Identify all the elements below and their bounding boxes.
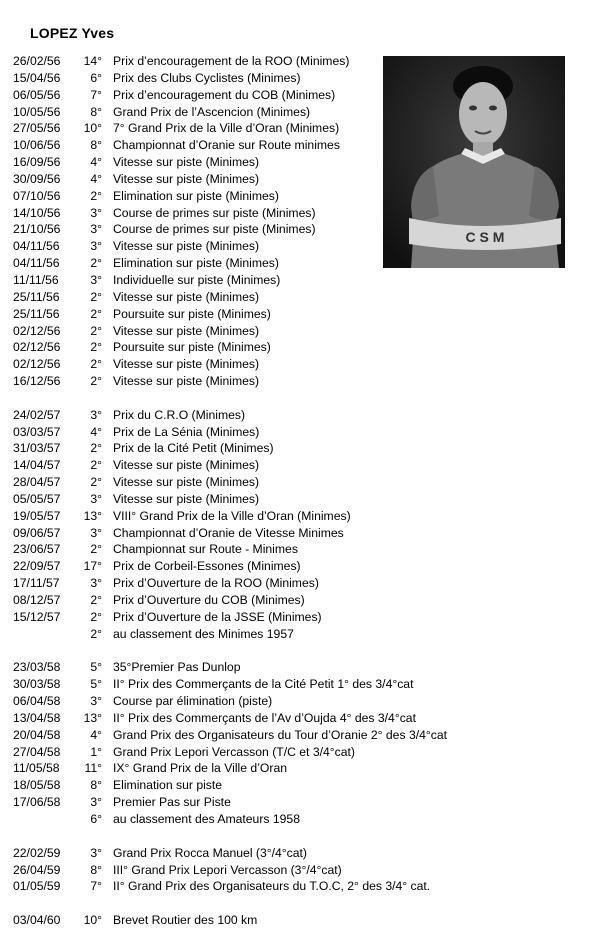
result-event: Course par élimination (piste) xyxy=(113,694,273,709)
result-row xyxy=(0,407,595,424)
result-place: 3° xyxy=(90,222,102,237)
result-date: 18/05/58 xyxy=(13,778,61,793)
result-event: Premier Pas sur Piste xyxy=(113,795,231,810)
section-gap xyxy=(0,828,595,845)
result-row xyxy=(0,541,595,558)
result-date: 28/04/57 xyxy=(13,475,61,490)
result-row xyxy=(0,845,595,862)
result-event: Individuelle sur piste (Minimes) xyxy=(113,272,281,287)
result-place: 6° xyxy=(90,811,102,826)
result-row xyxy=(0,710,595,727)
result-event: Vitesse sur piste (Minimes) xyxy=(113,475,260,490)
result-place: 4° xyxy=(90,155,102,170)
result-date: 13/04/58 xyxy=(13,710,61,725)
result-place: 2° xyxy=(90,626,102,641)
result-event: Elimination sur piste (Minimes) xyxy=(113,256,279,271)
result-date: 08/12/57 xyxy=(13,593,61,607)
result-place: 2° xyxy=(90,289,102,304)
result-event: Championnat d’Oranie de Vitesse Minimes xyxy=(113,525,344,540)
result-row xyxy=(0,609,595,626)
result-date: 23/03/58 xyxy=(13,660,61,675)
result-place: 7° xyxy=(90,87,102,102)
result-date: 26/04/59 xyxy=(13,862,61,877)
result-date: 10/05/56 xyxy=(13,104,61,119)
result-place: 14° xyxy=(83,54,102,68)
result-date: 17/11/57 xyxy=(13,576,60,591)
jersey-text: C S M xyxy=(465,229,505,245)
result-place: 4° xyxy=(90,727,102,742)
result-event: Grand Prix des Organisateurs du Tour d’Oranie 2° des 3/4°cat xyxy=(113,727,448,742)
result-place: 3° xyxy=(90,491,102,506)
section-gap xyxy=(0,390,595,407)
result-place: 3° xyxy=(90,407,102,422)
result-row xyxy=(0,339,595,356)
result-date: 16/12/56 xyxy=(13,374,61,389)
result-place: 2° xyxy=(90,188,102,203)
result-date: 27/04/58 xyxy=(13,744,61,759)
result-place: 2° xyxy=(90,357,102,372)
result-event: Prix de la Cité Petit (Minimes) xyxy=(113,441,274,456)
result-place: 2° xyxy=(90,323,102,338)
result-event: Grand Prix de l’Ascencion (Minimes) xyxy=(113,104,311,119)
result-event: II° Grand Prix des Organisateurs du T.O.C, 2° des 3/4° cat. xyxy=(113,879,431,894)
result-date: 02/12/56 xyxy=(13,323,61,338)
result-row xyxy=(0,491,595,508)
result-date: 27/05/56 xyxy=(13,121,61,136)
result-place: 2° xyxy=(90,374,102,389)
result-event: Vitesse sur piste (Minimes) xyxy=(113,323,260,338)
cyclist-photo xyxy=(383,56,565,268)
result-date: 19/05/57 xyxy=(13,508,61,523)
result-date: 31/03/57 xyxy=(13,441,61,456)
result-event: Prix des Clubs Cyclistes (Minimes) xyxy=(113,70,301,85)
result-row xyxy=(0,508,595,525)
result-place: 2° xyxy=(90,542,102,557)
result-row xyxy=(0,659,595,676)
result-date: 26/02/56 xyxy=(13,54,61,68)
result-event: VIII° Grand Prix de la Ville d’Oran (Minimes) xyxy=(113,508,351,523)
result-date: 25/11/56 xyxy=(13,289,60,304)
result-row xyxy=(0,626,595,643)
result-event: III° Grand Prix Lepori Vercasson (3°/4°cat) xyxy=(113,862,342,877)
result-date: 02/12/56 xyxy=(13,357,61,372)
result-date: 03/03/57 xyxy=(13,424,61,439)
result-date: 30/09/56 xyxy=(13,171,61,186)
result-place: 13° xyxy=(83,710,102,725)
result-date: 23/06/57 xyxy=(13,542,61,557)
result-place: 3° xyxy=(90,272,102,287)
result-event: II° Prix des Commerçants de l’Av d’Oujda 4° des 3/4°cat xyxy=(113,710,416,725)
result-row xyxy=(0,424,595,441)
page-title: LOPEZ Yves xyxy=(30,25,115,41)
result-place: 3° xyxy=(90,576,102,591)
result-date: 20/04/58 xyxy=(13,727,61,742)
result-row xyxy=(0,811,595,828)
result-row xyxy=(0,356,595,373)
result-place: 1° xyxy=(90,744,102,759)
result-date: 21/10/56 xyxy=(13,222,61,237)
result-date: 06/05/56 xyxy=(13,87,61,102)
result-row xyxy=(0,440,595,457)
result-place: 4° xyxy=(90,171,102,186)
result-event: Vitesse sur piste (Minimes) xyxy=(113,357,260,372)
result-event: 7° Grand Prix de la Ville d’Oran (Minimes) xyxy=(113,121,340,136)
result-row xyxy=(0,474,595,491)
result-event: Vitesse sur piste (Minimes) xyxy=(113,491,260,506)
cyclist-portrait-icon xyxy=(383,56,565,268)
result-event: IX° Grand Prix de la Ville d’Oran xyxy=(113,761,287,776)
result-event: Vitesse sur piste (Minimes) xyxy=(113,155,260,170)
result-place: 2° xyxy=(90,340,102,355)
result-event: Championnat d’Oranie sur Route minimes xyxy=(113,138,340,153)
result-date: 09/06/57 xyxy=(13,525,61,540)
result-date: 03/04/60 xyxy=(13,913,61,928)
result-place: 2° xyxy=(90,256,102,271)
result-event: Prix d’Ouverture de la JSSE (Minimes) xyxy=(113,609,322,624)
result-date: 04/11/56 xyxy=(13,239,60,254)
section-gap xyxy=(0,895,595,912)
result-place: 6° xyxy=(90,70,102,85)
result-row xyxy=(0,693,595,710)
section-gap xyxy=(0,643,595,660)
result-event: Prix d’Ouverture du COB (Minimes) xyxy=(113,593,305,607)
result-date: 05/05/57 xyxy=(13,491,61,506)
result-date: 07/10/56 xyxy=(13,188,61,203)
result-row xyxy=(0,306,595,323)
result-place: 3° xyxy=(90,845,102,860)
result-place: 8° xyxy=(90,862,102,877)
result-date: 24/02/57 xyxy=(13,407,61,422)
result-event: Elimination sur piste xyxy=(113,778,223,793)
result-event: Vitesse sur piste (Minimes) xyxy=(113,458,260,473)
result-event: Prix d’encouragement du COB (Minimes) xyxy=(113,87,336,102)
result-date: 02/12/56 xyxy=(13,340,61,355)
result-event: Vitesse sur piste (Minimes) xyxy=(113,171,260,186)
result-row xyxy=(0,912,595,929)
result-event: Poursuite sur piste (Minimes) xyxy=(113,306,271,321)
result-date: 01/05/59 xyxy=(13,879,61,894)
result-place: 2° xyxy=(90,458,102,473)
result-row xyxy=(0,592,595,609)
result-place: 7° xyxy=(90,879,102,894)
result-date: 06/04/58 xyxy=(13,694,61,709)
result-date: 10/06/56 xyxy=(13,138,61,153)
result-date: 22/02/59 xyxy=(13,845,61,860)
result-event: Vitesse sur piste (Minimes) xyxy=(113,374,260,389)
result-date: 04/11/56 xyxy=(13,256,60,271)
result-place: 2° xyxy=(90,441,102,456)
result-place: 10° xyxy=(83,121,102,136)
result-date: 17/06/58 xyxy=(13,795,61,810)
result-row xyxy=(0,272,595,289)
result-event: Prix de Corbeil-Essones (Minimes) xyxy=(113,559,301,574)
result-row xyxy=(0,744,595,761)
result-date: 30/03/58 xyxy=(13,677,61,692)
result-date: 16/09/56 xyxy=(13,155,61,170)
result-row xyxy=(0,373,595,390)
result-row xyxy=(0,525,595,542)
result-place: 5° xyxy=(90,677,102,692)
result-place: 3° xyxy=(90,205,102,220)
result-place: 11° xyxy=(84,761,102,776)
result-event: Prix d’encouragement de la ROO (Minimes) xyxy=(113,54,350,68)
result-date: 25/11/56 xyxy=(13,306,60,321)
result-event: Prix du C.R.O (Minimes) xyxy=(113,407,246,422)
result-row xyxy=(0,289,595,306)
result-row xyxy=(0,777,595,794)
result-place: 17° xyxy=(83,559,102,574)
result-date: 22/09/57 xyxy=(13,559,61,574)
result-place: 13° xyxy=(83,508,102,523)
result-place: 8° xyxy=(90,778,102,793)
result-row xyxy=(0,558,595,575)
result-event: au classement des Amateurs 1958 xyxy=(113,811,300,826)
result-row xyxy=(0,760,595,777)
result-event: Vitesse sur piste (Minimes) xyxy=(113,289,260,304)
result-event: 35°Premier Pas Dunlop xyxy=(113,660,241,675)
result-date: 11/05/58 xyxy=(13,761,60,776)
result-event: Grand Prix Rocca Manuel (3°/4°cat) xyxy=(113,845,307,860)
result-place: 8° xyxy=(90,104,102,119)
result-place: 5° xyxy=(90,660,102,675)
result-place: 3° xyxy=(90,795,102,810)
result-place: 3° xyxy=(90,694,102,709)
result-event: Elimination sur piste (Minimes) xyxy=(113,188,279,203)
result-date: 15/04/56 xyxy=(13,70,61,85)
result-row xyxy=(0,862,595,879)
result-event: Poursuite sur piste (Minimes) xyxy=(113,340,271,355)
result-event: Championnat sur Route - Minimes xyxy=(113,542,298,557)
result-event: Brevet Routier des 100 km xyxy=(113,913,258,928)
result-event: Course de primes sur piste (Minimes) xyxy=(113,222,316,237)
result-row xyxy=(0,575,595,592)
result-place: 2° xyxy=(90,593,102,607)
result-place: 3° xyxy=(90,239,102,254)
result-date: 14/04/57 xyxy=(13,458,61,473)
result-row xyxy=(0,794,595,811)
result-row xyxy=(0,457,595,474)
result-date: 15/12/57 xyxy=(13,609,61,624)
result-place: 4° xyxy=(90,424,102,439)
result-event: Prix de La Sénia (Minimes) xyxy=(113,424,260,439)
result-place: 2° xyxy=(90,306,102,321)
result-row xyxy=(0,727,595,744)
result-place: 2° xyxy=(90,609,102,624)
result-place: 2° xyxy=(90,475,102,490)
result-row xyxy=(0,878,595,895)
result-event: Course de primes sur piste (Minimes) xyxy=(113,205,316,220)
result-place: 3° xyxy=(90,525,102,540)
result-row xyxy=(0,676,595,693)
result-event: au classement des Minimes 1957 xyxy=(113,626,294,641)
result-event: II° Prix des Commerçants de la Cité Petit 1° des 3/4°cat xyxy=(113,677,414,692)
result-row xyxy=(0,323,595,340)
result-date: 11/11/56 xyxy=(13,272,59,287)
result-date: 14/10/56 xyxy=(13,205,61,220)
result-place: 8° xyxy=(90,138,102,153)
result-event: Grand Prix Lepori Vercasson (T/C et 3/4°cat) xyxy=(113,744,355,759)
result-event: Vitesse sur piste (Minimes) xyxy=(113,239,260,254)
result-event: Prix d’Ouverture de la ROO (Minimes) xyxy=(113,576,319,591)
result-place: 10° xyxy=(83,913,102,928)
